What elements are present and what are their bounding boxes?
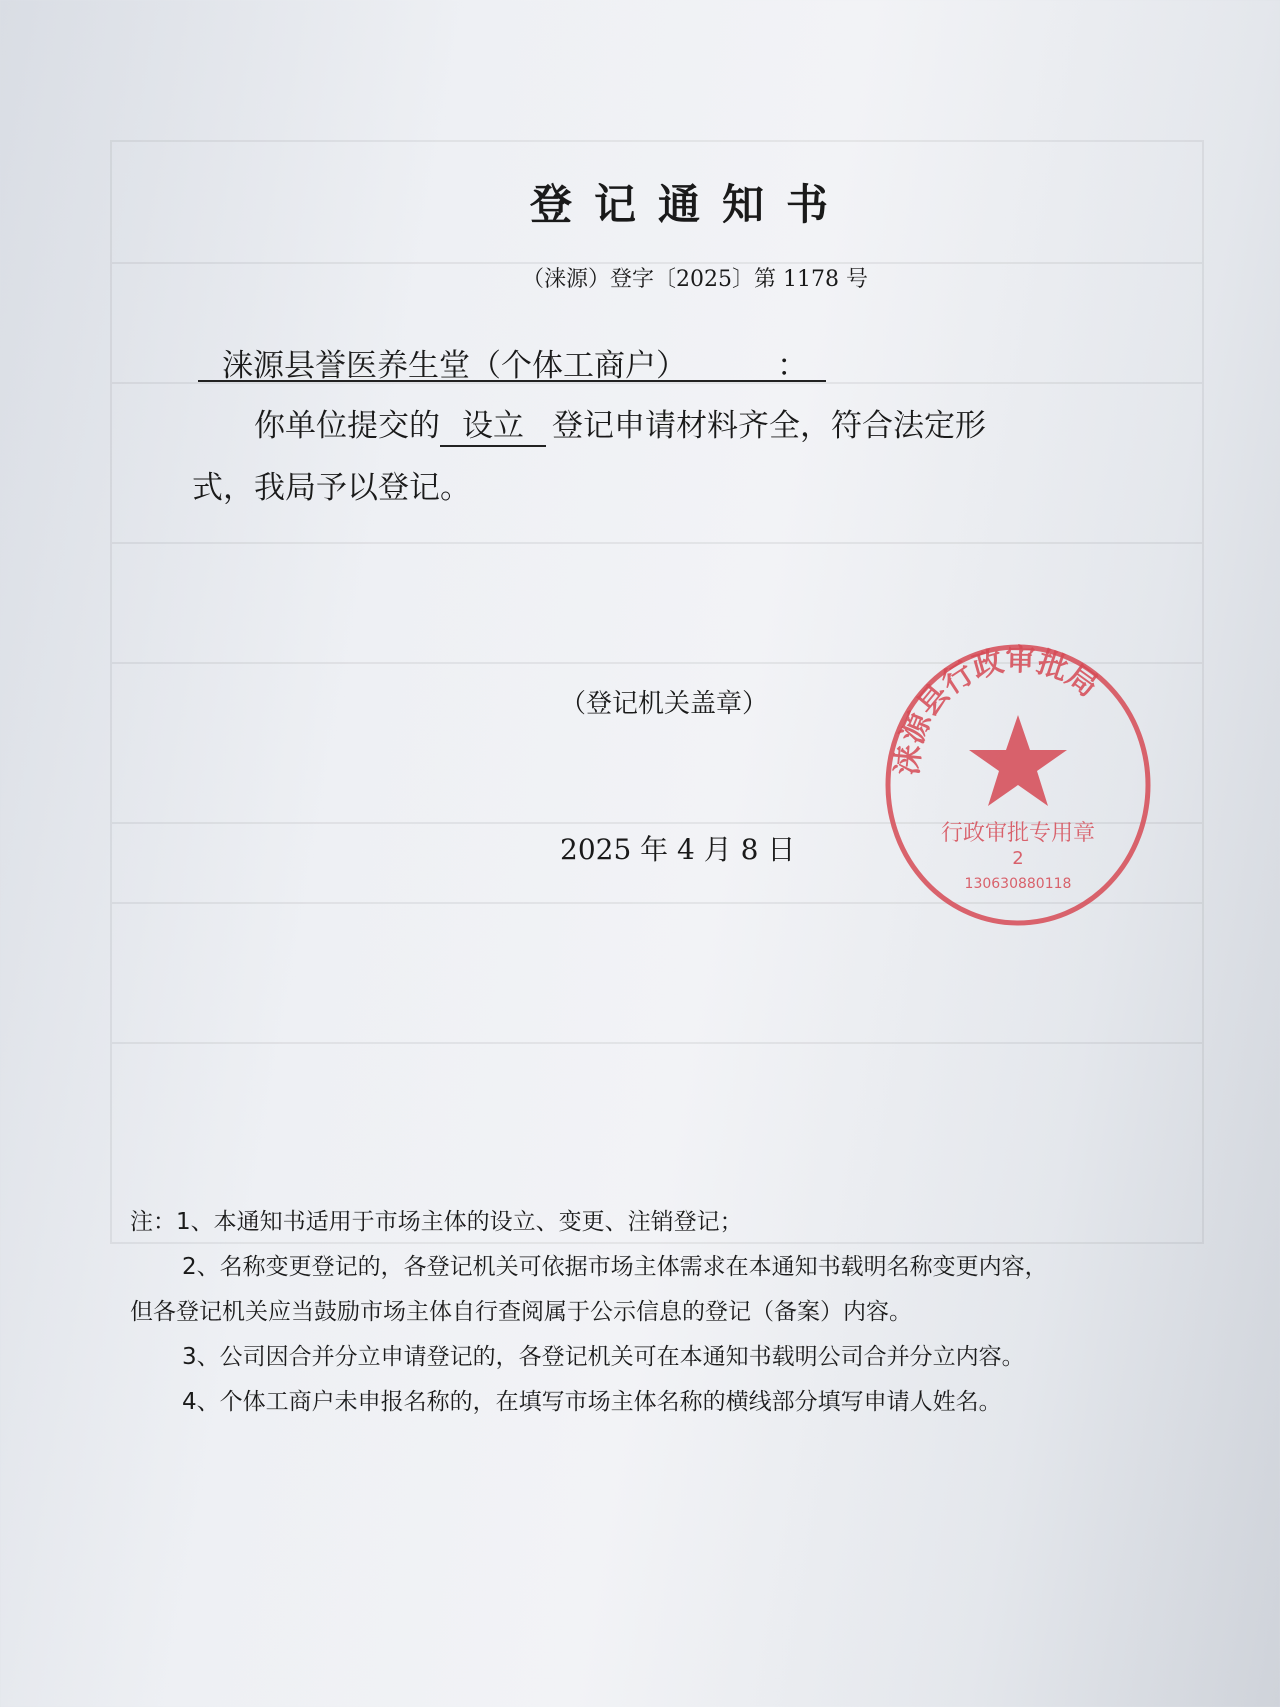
note-2-continued: 但各登记机关应当鼓励市场主体自行查阅属于公示信息的登记（备案）内容。 [130,1299,912,1325]
star-icon [969,715,1067,806]
official-seal [880,640,1155,930]
body-line-1 [254,400,986,447]
entity-name: 涞源县誉医养生堂（个体工商户） [222,348,687,384]
note-2: 2、名称变更登记的，各登记机关可依据市场主体需求在本通知书载明名称变更内容， [182,1254,1048,1280]
entity-name-line [198,340,826,382]
seal-code: 130630880118 [964,876,1072,892]
issue-date: 2025 年 4 月 8 日 [560,833,796,866]
document-title: 登记通知书 [529,180,850,229]
note-1: 注：1、本通知书适用于市场主体的设立、变更、注销登记； [130,1209,743,1235]
note-4: 4、个体工商户未申报名称的，在填写市场主体名称的横线部分填写申请人姓名。 [182,1389,1002,1415]
body-prefix: 你单位提交的 [254,408,440,444]
body-suffix: 登记申请材料齐全，符合法定形 [552,408,986,444]
document-number: （涞源）登字〔2025〕第 1178 号 [522,267,868,292]
registration-type: 设立 [440,400,546,447]
notes-section [130,1200,1048,1425]
colon: ： [777,348,808,384]
body-line-2: 式，我局予以登记。 [192,470,471,506]
seal-index: 2 [1012,848,1024,869]
seal-bottom-text: 行政审批专用章 [940,821,1096,846]
seal-organization-text: 涞源县行政审批局 [890,642,1105,777]
seal-label: （登记机关盖章） [560,689,769,719]
note-3: 3、公司因合并分立申请登记的，各登记机关可在本通知书载明公司合并分立内容。 [182,1344,1025,1370]
